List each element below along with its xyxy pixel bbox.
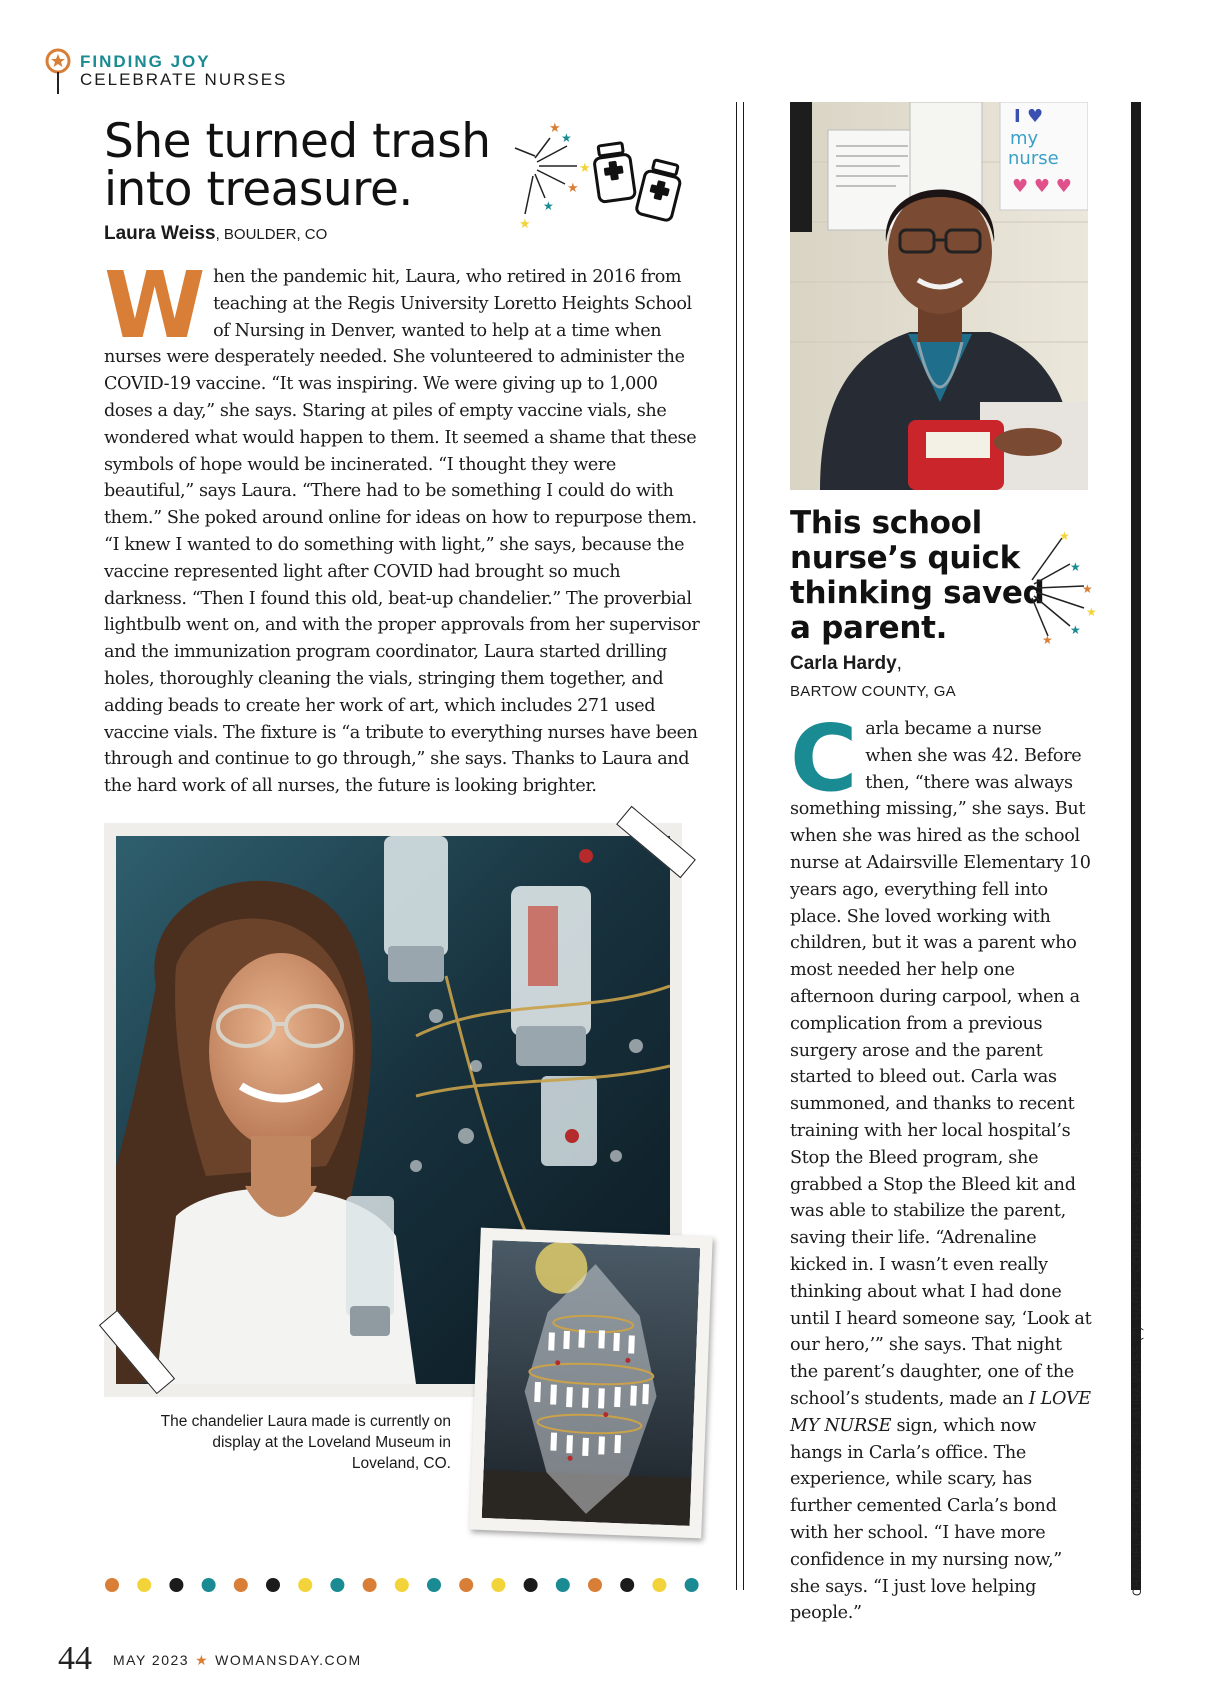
location-pin-icon	[44, 48, 72, 96]
star-icon: ★	[195, 1652, 210, 1668]
story2-sign-name: I LOVE MY NURSE	[790, 1388, 1091, 1436]
svg-text:★: ★	[561, 131, 572, 145]
decorative-dot-row	[104, 1577, 704, 1593]
svg-text:★: ★	[567, 181, 579, 196]
decorative-dot	[620, 1578, 634, 1592]
folio-line	[113, 1652, 362, 1669]
story1-headline: She turned trash into treasure.	[104, 114, 491, 217]
story2-headline: This school nurse’s quick thinking saved a parent.	[790, 505, 1045, 646]
story1-byline	[104, 223, 327, 245]
decorative-dot	[363, 1578, 377, 1592]
story2-location: BARTOW COUNTY, GA	[790, 683, 956, 700]
decorative-dot	[202, 1578, 216, 1592]
svg-text:★: ★	[519, 217, 531, 232]
issue-date: MAY 2023	[113, 1652, 190, 1668]
decorative-dot	[330, 1578, 344, 1592]
story1-body-text: hen the pandemic hit, Laura, who retired in 2016 from teaching at the Regis University Loretto Heights School of Nursing in Denver, wanted to help at a time when nurses were desperately needed. She volunteered to administer the COVID-19 vaccine. “It was inspiring. We were giving up to 1,000 doses a day,” she says. Staring at piles of empty vaccine vials, she wondered what would happen to them. It seemed a shame that these symbols of hope would be incinerated. “I thought they were beautiful,” says Laura. “There had to be something I could do with them.” She poked around online for ideas on how to repurpose them. “I knew I wanted to do something with light,” she says, because the vaccine represented light after COVID had brought so much darkness. “Then I found this old, beat-up chandelier.” The proverbial lightbulb went on, and with the proper approvals from her supervisor and the immunization program coordinator, Laura started drilling holes, thoroughly cleaning the vials, stringing them together, and adding beads to create her work of art, which includes 271 used vaccine vials. The fixture is “a tribute to everything nurses have been through and continue to go through,” she says. Thanks to Laura and the hard work of all nurses, the future is looking brighter.	[104, 267, 700, 797]
column-divider	[736, 102, 737, 1590]
decorative-dot	[459, 1578, 473, 1592]
poster-line-2: my	[1010, 128, 1039, 149]
decorative-dot	[395, 1578, 409, 1592]
story1-body	[104, 252, 700, 800]
svg-text:★: ★	[1070, 560, 1081, 574]
decorative-dot	[491, 1578, 505, 1592]
story2-drop-cap: C	[790, 705, 858, 812]
story2-body-text-a: arla became a nurse when she was 42. Before then, “there was always something missing,” she says. But when she was hired as the school nurse at Adairsville Elementary 10 years ago, everything fell into place. She loved working with children, but it was a parent who most needed her help one afternoon during carpool, when a complication from a previous surgery arose and the parent started to bleed out. Carla was summoned, and thanks to recent training with her local hospital’s Stop the Bleed program, she grabbed a Stop the Bleed kit and was able to stabilize the parent, saving their life. “Adrenaline kicked in. I wasn’t even really thinking about what I had done until I heard someone say, ‘Look at our hero,’” she says. That night the parent’s daughter, one of the school’s students, made an	[790, 719, 1092, 1409]
decorative-dot	[685, 1578, 699, 1592]
svg-text:★: ★	[1042, 633, 1053, 646]
website: WOMANSDAY.COM	[215, 1652, 362, 1668]
page-number: 44	[58, 1640, 92, 1677]
poster-line-1: I ♥	[1014, 106, 1044, 127]
story1-subject-name: Laura Weiss	[104, 223, 216, 244]
carla-hardy-photo	[790, 102, 1088, 490]
column-divider	[743, 102, 744, 1590]
decorative-dot	[524, 1578, 538, 1592]
poster-line-3: nurse	[1008, 148, 1059, 169]
svg-text:★: ★	[543, 199, 554, 213]
medicine-bottles-icon	[590, 138, 690, 230]
photo-credit: CHANDELIER: COURTESY OF LAURA WEISS (2). HARDY: COURTESY OF SUBJECT.	[1132, 1128, 1144, 1596]
svg-text:★: ★	[1070, 623, 1081, 637]
story1-location: , BOULDER, CO	[215, 226, 328, 243]
chandelier-inset-photo	[469, 1228, 712, 1539]
burst-decoration-icon	[1026, 528, 1102, 646]
svg-text:★: ★	[549, 121, 561, 136]
decorative-dot	[427, 1578, 441, 1592]
decorative-dot	[169, 1578, 183, 1592]
burst-decoration-icon	[505, 118, 595, 233]
svg-text:★: ★	[1059, 529, 1070, 543]
decorative-dot	[588, 1578, 602, 1592]
decorative-dot	[556, 1578, 570, 1592]
decorative-dot	[266, 1578, 280, 1592]
story2-body-text-b: sign, which now hangs in Carla’s office. The experience, while scary, has further cemented Carla’s bond with her school. “I have more confidence in my nursing now,” she says. “I just love helping people.”	[790, 1415, 1062, 1624]
story2-subject-name: Carla Hardy,	[790, 653, 902, 674]
decorative-dot	[137, 1578, 151, 1592]
story2-body	[790, 705, 1092, 1627]
section-label: FINDING JOY	[80, 52, 211, 71]
story1-drop-cap: W	[104, 252, 206, 359]
decorative-dot	[105, 1578, 119, 1592]
decorative-dot	[234, 1578, 248, 1592]
svg-text:♥ ♥ ♥: ♥ ♥ ♥	[1012, 176, 1072, 197]
svg-text:★: ★	[579, 161, 591, 176]
svg-text:★: ★	[1086, 605, 1097, 619]
decorative-dot	[652, 1578, 666, 1592]
svg-text:★: ★	[1082, 582, 1093, 596]
subsection-label: CELEBRATE NURSES	[80, 70, 288, 89]
decorative-dot	[298, 1578, 312, 1592]
photo-caption: The chandelier Laura made is currently on display at the Loveland Museum in Loveland, CO.	[160, 1413, 451, 1472]
